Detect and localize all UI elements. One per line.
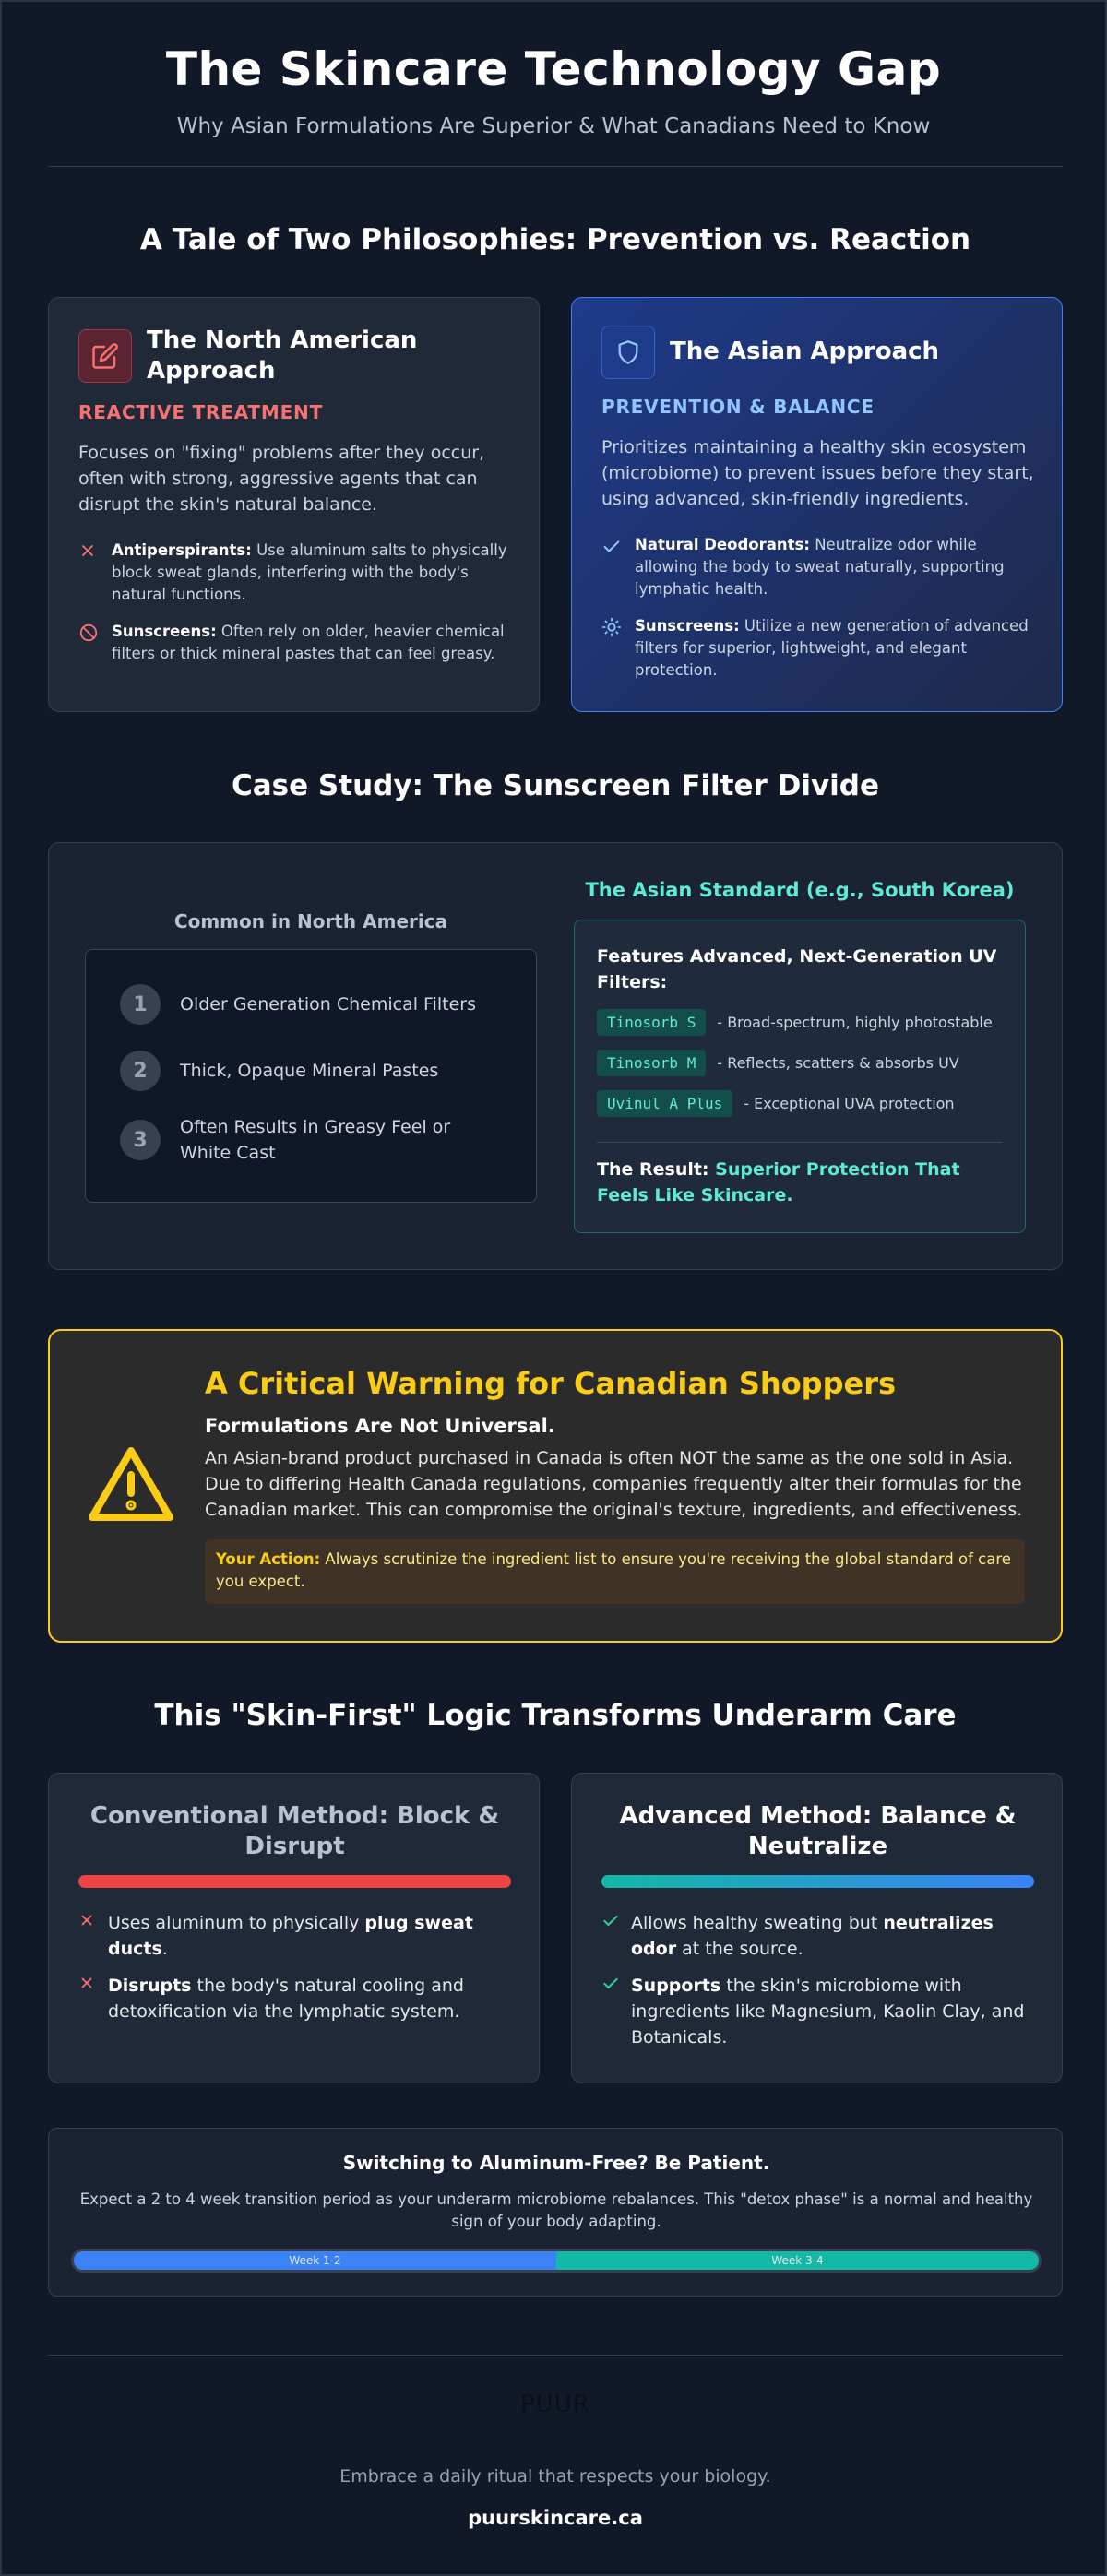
result-highlight: Superior Protection That Feels Like Skincare. [597, 1159, 960, 1205]
edit-icon [78, 329, 132, 383]
filters-heading: Features Advanced, Next-Generation UV Filters: [597, 946, 997, 992]
list-item [120, 984, 507, 1025]
filter-desc: - Broad-spectrum, highly photostable [717, 1014, 993, 1031]
list-item-text [631, 1973, 1034, 2050]
filter-chip: Uvinul A Plus [597, 1090, 732, 1117]
shield-icon [601, 326, 655, 379]
list-item [78, 1973, 511, 2024]
asia-sunscreens-desc: Utilize a new generation of advanced filters for superior, lightweight, and elegant protection. [635, 617, 1029, 679]
antiperspirants-bullet [78, 540, 512, 606]
north-american-approach-card [48, 297, 540, 712]
antiperspirants-desc: Use aluminum salts to physically block sweat glands, interfering with the body's natural functions. [112, 541, 507, 603]
list-item-text: Often Results in Greasy Feel or White Cast [180, 1117, 451, 1163]
text-part: the skin's microbiome with ingredients like Magnesium, Kaolin Clay, and Botanicals. [631, 1976, 1025, 2048]
asian-approach-description: Prioritizes maintaining a healthy skin ecosystem (microbiome) to prevent issues before they start, using advanced, skin-friendly ingredients. [601, 437, 1034, 509]
natural-deodorants-text [635, 534, 1035, 600]
reactive-treatment-tag: REACTIVE TREATMENT [78, 401, 324, 423]
asia-sunscreens-label: Sunscreens: [635, 617, 740, 635]
check-icon [601, 1973, 631, 2050]
asia-sunscreens-bullet [601, 615, 1035, 682]
text-part: at the source. [676, 1939, 803, 1959]
filter-desc: - Exceptional UVA protection [744, 1095, 955, 1112]
brand-logo: PUUR [520, 2391, 590, 2418]
number-badge: 2 [120, 1051, 161, 1091]
filter-row [597, 1050, 959, 1076]
x-icon [78, 540, 112, 606]
action-label: Your Action: [216, 1550, 321, 1568]
timeline-segment-week-1-2: Week 1-2 [74, 2251, 556, 2270]
natural-deodorants-bullet [601, 534, 1035, 600]
conventional-method-card [48, 1773, 540, 2083]
warning-subtitle: Formulations Are Not Universal. [205, 1415, 555, 1437]
sun-icon [601, 615, 635, 682]
transition-title: Switching to Aluminum-Free? Be Patient. [342, 2152, 770, 2174]
footer-tagline: Embrace a daily ritual that respects your biology. [339, 2466, 771, 2487]
warning-text: An Asian-brand product purchased in Canada is often NOT the same as the one sold in Asia. Due to differing Health Canada regulations, companies frequently alter their formulas for the Canadian market. This can compromise the original's texture, ingredients, and effectiveness. [205, 1448, 1023, 1520]
philosophies-title: A Tale of Two Philosophies: Prevention vs. Reaction [139, 223, 971, 256]
warning-title: A Critical Warning for Canadian Shoppers [205, 1366, 897, 1401]
transition-panel [48, 2128, 1063, 2297]
text-part: . [161, 1939, 168, 1959]
page-title: The Skincare Technology Gap [165, 42, 942, 96]
natural-deodorants-desc: Neutralize odor while allowing the body to sweat naturally, supporting lymphatic health. [635, 536, 1005, 598]
number-badge: 1 [120, 984, 161, 1025]
na-sunscreens-bullet [78, 621, 512, 665]
result-label: The Result: [597, 1159, 709, 1180]
asian-standard-title: The Asian Standard (e.g., South Korea) [585, 879, 1015, 901]
asian-approach-title: The Asian Approach [670, 338, 940, 365]
check-icon [601, 534, 635, 600]
na-sunscreens-text [112, 621, 512, 665]
list-item-text [631, 1910, 1034, 1962]
north-america-filters-title: Common in North America [173, 910, 448, 932]
transition-timeline [71, 2249, 1042, 2273]
footer-divider [48, 2355, 1063, 2356]
antiperspirants-text [112, 540, 512, 606]
prohibited-icon [78, 621, 112, 665]
filter-chip: Tinosorb M [597, 1050, 706, 1076]
filter-desc: - Reflects, scatters & absorbs UV [717, 1054, 959, 1072]
text-emphasis: Supports [631, 1976, 721, 1996]
north-america-filters-list [85, 949, 537, 1203]
timeline-segment-week-3-4: Week 3-4 [556, 2251, 1039, 2270]
action-callout [205, 1539, 1025, 1604]
list-item-text: Thick, Opaque Mineral Pastes [180, 1061, 439, 1081]
north-american-title [147, 326, 516, 386]
north-american-description: Focuses on "fixing" problems after they occur, often with strong, aggressive agents that can disrupt the skin's natural balance. [78, 443, 485, 515]
na-sunscreens-desc: Often rely on older, heavier chemical filters or thick mineral pastes that can feel greasy. [112, 623, 505, 662]
prevention-balance-tag: PREVENTION & BALANCE [601, 396, 875, 418]
list-item [601, 1973, 1034, 2050]
action-text: Always scrutinize the ingredient list to ensure you're receiving the global standard of care you expect. [216, 1550, 1011, 1590]
filter-row [597, 1090, 955, 1117]
list-item-text [108, 1910, 511, 1962]
advanced-method-card [571, 1773, 1063, 2083]
transition-text: Expect a 2 to 4 week transition period as your underarm microbiome rebalances. This "detox phase" is a normal and healthy sign of your body adapting. [79, 2190, 1033, 2230]
conventional-method-title: Conventional Method: Block & Disrupt [89, 1802, 500, 1860]
check-icon [601, 1910, 631, 1962]
list-item [120, 1051, 507, 1091]
list-item-text: Older Generation Chemical Filters [180, 994, 477, 1015]
conventional-bar [78, 1875, 511, 1888]
asian-approach-card [571, 297, 1063, 712]
header-divider [48, 166, 1063, 167]
list-item [120, 1114, 507, 1166]
x-icon [78, 1910, 108, 1962]
x-icon [78, 1973, 108, 2024]
asian-standard-panel [574, 920, 1026, 1233]
antiperspirants-label: Antiperspirants: [112, 541, 252, 559]
north-american-title-line1: The North American [147, 326, 418, 354]
advanced-bar [601, 1875, 1034, 1888]
na-sunscreens-label: Sunscreens: [112, 623, 217, 640]
number-badge: 3 [120, 1120, 161, 1160]
list-item [78, 1910, 511, 1962]
underarm-title: This "Skin-First" Logic Transforms Underarm Care [154, 1699, 957, 1732]
header [2, 2, 1105, 138]
north-american-title-line2: Approach [147, 357, 276, 385]
list-item [601, 1910, 1034, 1962]
text-part: Allows healthy sweating but [631, 1913, 884, 1933]
text-part: Uses aluminum to physically [108, 1913, 365, 1933]
filter-row [597, 1009, 993, 1036]
advanced-method-title: Advanced Method: Balance & Neutralize [619, 1802, 1017, 1860]
page-subtitle: Why Asian Formulations Are Superior & What Canadians Need to Know [176, 114, 931, 138]
case-study-title: Case Study: The Sunscreen Filter Divide [231, 769, 880, 802]
footer-url[interactable]: puurskincare.ca [468, 2507, 643, 2529]
list-item-text [108, 1973, 511, 2024]
text-emphasis: Disrupts [108, 1976, 192, 1996]
result-statement [597, 1157, 1003, 1208]
warning-triangle-icon [87, 1445, 175, 1526]
natural-deodorants-label: Natural Deodorants: [635, 536, 810, 553]
filter-chip: Tinosorb S [597, 1009, 706, 1036]
asia-sunscreens-text [635, 615, 1035, 682]
text-emphasis: plug sweat ducts [108, 1913, 473, 1959]
text-emphasis: neutralizes odor [631, 1913, 994, 1959]
text-part: the body's natural cooling and detoxification via the lymphatic system. [108, 1976, 464, 2022]
result-divider [597, 1142, 1003, 1143]
